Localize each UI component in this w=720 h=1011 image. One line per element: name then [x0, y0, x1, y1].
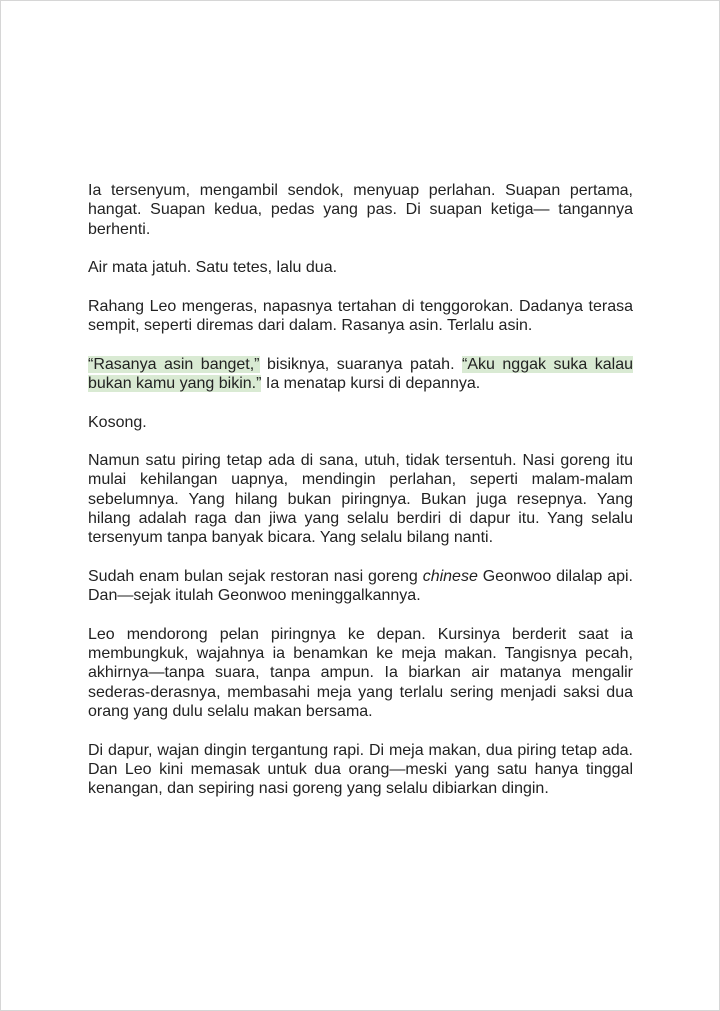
paragraph-4	[88, 355, 633, 394]
paragraph-7-after: Geonwoo dilalap api. Dan—sejak itulah Geonwoo meninggalkannya.	[88, 567, 633, 605]
paragraph-1: Ia tersenyum, mengambil sendok, menyuap perlahan. Suapan pertama, hangat. Suapan kedua, pedas yang pas. Di suapan ketiga— tangannya berhenti.	[88, 182, 633, 238]
paragraph-9: Di dapur, wajan dingin tergantung rapi. Di meja makan, dua piring tetap ada. Dan Leo kini memasak untuk dua orang—meski yang satu hanya tinggal kenangan, dan sepiring nasi goreng yang selalu dibiarkan dingin.	[88, 741, 633, 798]
paragraph-2: Air mata jatuh. Satu tetes, lalu dua.	[88, 259, 338, 277]
highlighted-quote-1: “Rasanya asin banget,”	[88, 355, 260, 373]
paragraph-6: Namun satu piring tetap ada di sana, utuh, tidak tersentuh. Nasi goreng itu mulai kehilangan uapnya, mendingin perlahan, seperti malam-malam sebelumnya. Yang hilang bukan piringnya. Bukan juga resepnya. Yang hilang adalah raga dan jiwa yang selalu berdiri di dapur itu. Yang selalu tersenyum tanpa banyak bicara. Yang selalu bilang nanti.	[88, 452, 633, 547]
paragraph-5: Kosong.	[88, 413, 147, 431]
paragraph-7-italic: chinese	[422, 567, 478, 585]
story-body	[88, 181, 633, 818]
paragraph-4-tail: Ia menatap kursi di depannya.	[261, 374, 481, 392]
paragraph-7-before: Sudah enam bulan sejak restoran nasi goreng	[88, 567, 423, 585]
paragraph-3: Rahang Leo mengeras, napasnya tertahan di tenggorokan. Dadanya terasa sempit, seperti diremas dari dalam. Rasanya asin. Terlalu asin.	[88, 297, 633, 335]
paragraph-7	[88, 567, 633, 606]
paragraph-8: Leo mendorong pelan piringnya ke depan. Kursinya berderit saat ia membungkuk, wajahnya ia benamkan ke meja makan. Tangisnya pecah, akhirnya—tanpa suara, tanpa ampun. Ia biarkan air matanya mengalir sederas-derasnya, membasahi meja yang terlalu sering menjadi saksi dua orang yang dulu selalu makan bersama.	[88, 625, 633, 721]
paragraph-4-mid: bisiknya, suaranya patah.	[259, 355, 463, 373]
highlighted-quote-2: “Aku nggak suka kalau bukan kamu yang bikin.”	[88, 355, 634, 392]
